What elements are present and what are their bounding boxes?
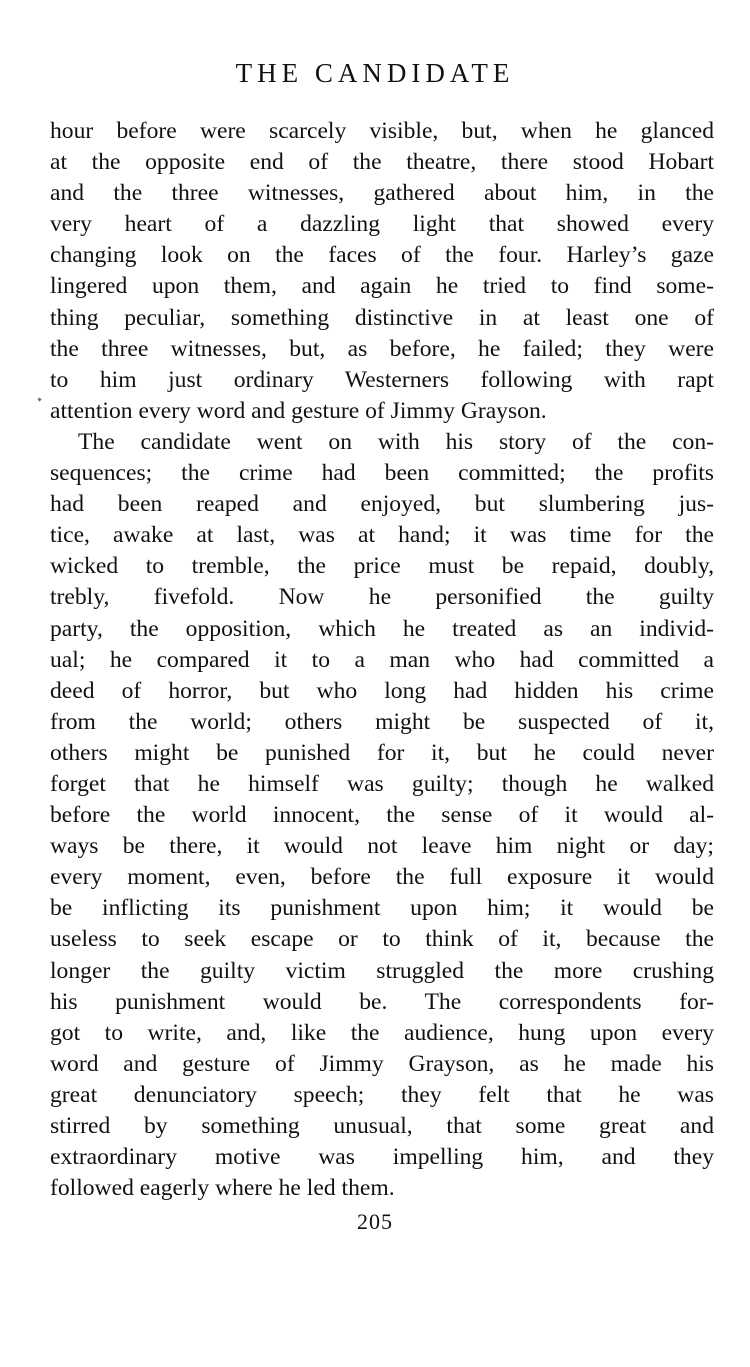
text-line: sequences; the crime had been committed; the profits — [50, 460, 714, 487]
text-block — [50, 116, 714, 1204]
text-line: others might be punished for it, but he could never — [50, 739, 714, 766]
text-line: trebly, fivefold. Now he personified the guilty — [50, 584, 714, 611]
text-line: got to write, and, like the audience, hung upon every — [50, 1019, 714, 1046]
text-line: be inflicting its punishment upon him; it would be — [50, 895, 714, 922]
text-line: changing look on the faces of the four. Harley’s gaze — [50, 242, 714, 269]
text-line: had been reaped and enjoyed, but slumbering jus- — [50, 491, 714, 518]
text-line: followed eagerly where he led them. — [50, 1175, 395, 1202]
text-line: tice, awake at last, was at hand; it was time for the — [50, 522, 714, 549]
text-line: from the world; others might be suspected of it, — [50, 708, 714, 735]
text-line: the three witnesses, but, as before, he failed; they were — [50, 335, 714, 362]
text-line: great denunciatory speech; they felt that he was — [50, 1081, 714, 1108]
text-line: thing peculiar, something distinctive in at least one of — [50, 304, 714, 331]
running-head: THE CANDIDATE — [235, 58, 515, 88]
text-line: his punishment would be. The correspondents for- — [50, 988, 714, 1015]
paragraph-1 — [50, 116, 714, 427]
text-line: hour before were scarcely visible, but, when he glanced — [50, 118, 714, 144]
text-line: forget that he himself was guilty; though he walked — [50, 770, 714, 797]
text-line: ways be there, it would not leave him night or day; — [50, 833, 714, 860]
paragraph-2 — [50, 427, 714, 1204]
text-line: longer the guilty victim struggled the more crushing — [50, 957, 714, 984]
text-line: and the three witnesses, gathered about him, in the — [50, 180, 714, 207]
text-line: deed of horror, but who long had hidden his crime — [50, 677, 714, 704]
text-line: wicked to tremble, the price must be repaid, doubly, — [50, 553, 714, 580]
text-line: at the opposite end of the theatre, there stood Hobart — [50, 149, 714, 176]
text-line: every moment, even, before the full exposure it would — [50, 864, 714, 891]
text-line: ual; he compared it to a man who had committed a — [50, 646, 714, 673]
text-line: attention every word and gesture of Jimmy Grayson. — [50, 397, 547, 424]
text-line: The candidate went on with his story of the con- — [78, 428, 714, 455]
text-line: to him just ordinary Westerners following with rapt — [50, 366, 714, 393]
text-line: before the world innocent, the sense of it would al- — [50, 802, 714, 829]
margin-mark — [37, 397, 41, 401]
text-line: lingered upon them, and again he tried to find some- — [50, 273, 714, 300]
text-line: extraordinary motive was impelling him, and they — [50, 1144, 714, 1171]
text-line: useless to seek escape or to think of it, because the — [50, 926, 714, 953]
text-line: word and gesture of Jimmy Grayson, as he made his — [50, 1050, 714, 1077]
text-line: party, the opposition, which he treated as an individ- — [50, 615, 714, 642]
text-line: stirred by something unusual, that some great and — [50, 1113, 714, 1139]
page-number: 205 — [357, 1209, 393, 1234]
text-line: very heart of a dazzling light that showed every — [50, 211, 714, 238]
